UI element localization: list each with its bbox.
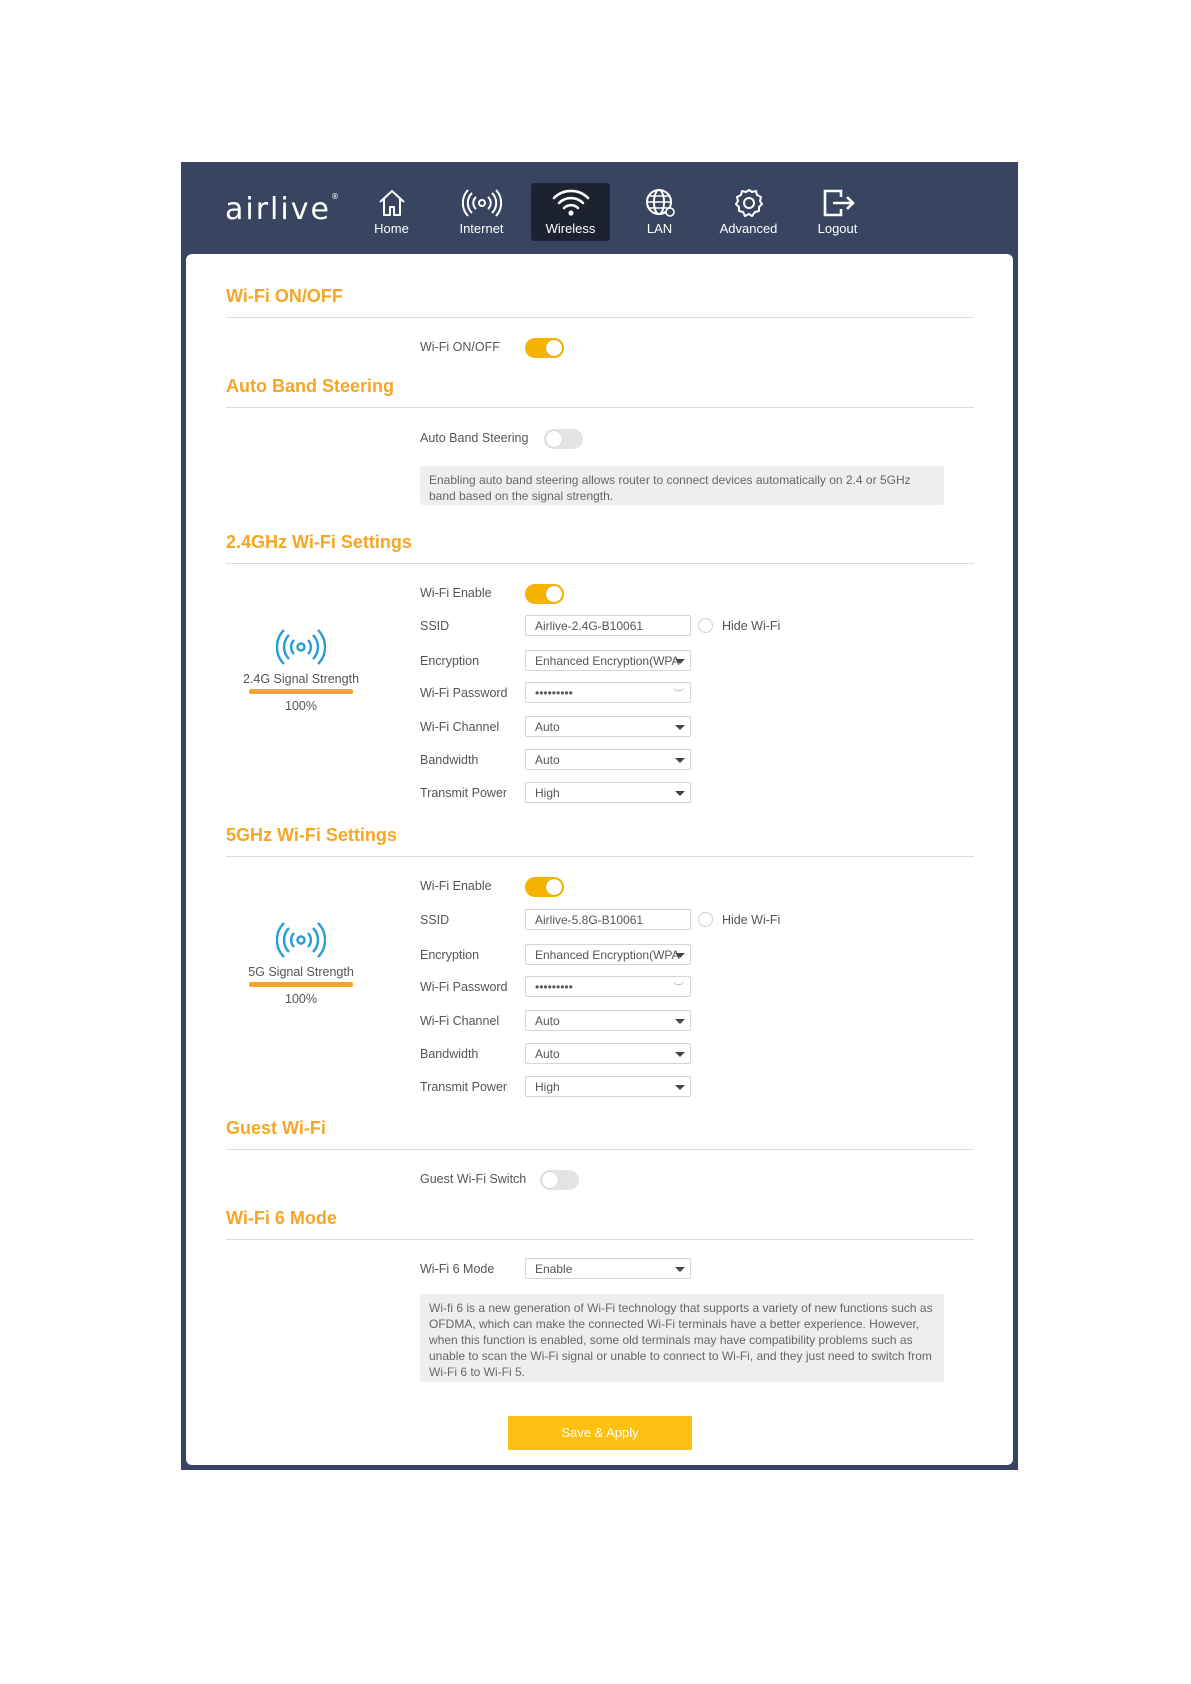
- divider: [226, 407, 974, 408]
- section-title-wifi24: 2.4GHz Wi-Fi Settings: [226, 532, 412, 552]
- globe-icon: [643, 187, 677, 219]
- wifi24-bandwidth-select[interactable]: Auto: [525, 749, 691, 770]
- router-admin-frame: [181, 162, 1018, 1470]
- wifi24-channel-select[interactable]: Auto: [525, 716, 691, 737]
- signal-broadcast-icon: [276, 628, 326, 666]
- airlive-logo: airlive®: [225, 192, 341, 227]
- wifi5-power-select[interactable]: High: [525, 1076, 691, 1097]
- section-title-wifi-onoff: Wi-Fi ON/OFF: [226, 286, 343, 306]
- top-nav: [181, 162, 1018, 254]
- wifi24-password-label: Wi-Fi Password: [420, 686, 508, 700]
- wireless-settings-card: [186, 254, 1013, 1465]
- signal-bar-24: [249, 689, 353, 694]
- wifi-onoff-label: Wi-Fi ON/OFF: [420, 340, 500, 354]
- wifi5-enable-label: Wi-Fi Enable: [420, 879, 492, 893]
- wifi5-encryption-select[interactable]: Enhanced Encryption(WPA: [525, 944, 691, 965]
- wifi24-hide-label: Hide Wi-Fi: [722, 619, 781, 633]
- signal-strength-5: [226, 921, 376, 1006]
- wifi6-mode-label: Wi-Fi 6 Mode: [420, 1262, 495, 1276]
- wifi5-password-label: Wi-Fi Password: [420, 980, 508, 994]
- signal-bar-5: [249, 982, 353, 987]
- wifi6-mode-select[interactable]: Enable: [525, 1258, 691, 1279]
- signal-strength-24: [226, 628, 376, 713]
- wifi5-channel-select[interactable]: Auto: [525, 1010, 691, 1031]
- signal-value-24: 100%: [285, 699, 317, 713]
- nav-home[interactable]: Home: [352, 183, 431, 241]
- wifi5-power-label: Transmit Power: [420, 1080, 508, 1094]
- wifi5-enable-toggle[interactable]: [525, 877, 564, 897]
- eye-closed-icon[interactable]: ︶: [673, 688, 684, 700]
- band-steering-toggle[interactable]: [544, 429, 583, 449]
- signal-value-5: 100%: [285, 992, 317, 1006]
- wifi5-channel-label: Wi-Fi Channel: [420, 1014, 500, 1028]
- nav-advanced[interactable]: Advanced: [709, 183, 788, 241]
- divider: [226, 1239, 974, 1240]
- band-steering-note: Enabling auto band steering allows router to connect devices automatically on 2.4 or 5GHz band based on the signal strength.: [420, 466, 944, 505]
- wifi5-ssid-label: SSID: [420, 913, 450, 927]
- guest-switch-toggle[interactable]: [540, 1170, 579, 1190]
- wifi24-ssid-input[interactable]: Airlive-2.4G-B10061: [525, 615, 691, 636]
- band-steering-label: Auto Band Steering: [420, 431, 529, 445]
- guest-switch-label: Guest Wi-Fi Switch: [420, 1172, 527, 1186]
- signal-label-24: 2.4G Signal Strength: [242, 672, 360, 686]
- nav-logout[interactable]: Logout: [798, 183, 877, 241]
- wifi24-hide-radio[interactable]: [698, 618, 713, 633]
- nav-lan[interactable]: LAN: [620, 183, 699, 241]
- home-icon: [375, 187, 409, 219]
- divider: [226, 317, 974, 318]
- divider: [226, 1149, 974, 1150]
- divider: [226, 856, 974, 857]
- wifi24-encryption-label: Encryption: [420, 654, 480, 668]
- wifi24-enable-toggle[interactable]: [525, 584, 564, 604]
- wifi5-hide-label: Hide Wi-Fi: [722, 913, 781, 927]
- wifi5-password-input[interactable]: ••••••••• ︶: [525, 976, 691, 997]
- wifi24-power-select[interactable]: High: [525, 782, 691, 803]
- gear-icon: [732, 187, 766, 219]
- section-title-band-steering: Auto Band Steering: [226, 376, 395, 396]
- wifi24-password-input[interactable]: ••••••••• ︶: [525, 682, 691, 703]
- signal-label-5: 5G Signal Strength: [248, 965, 354, 979]
- wifi24-encryption-select[interactable]: Enhanced Encryption(WPA: [525, 650, 691, 671]
- section-title-wifi5: 5GHz Wi-Fi Settings: [226, 825, 397, 845]
- nav-internet[interactable]: Internet: [442, 183, 521, 241]
- wifi6-note: Wi-fi 6 is a new generation of Wi-Fi technology that supports a variety of new functions such as OFDMA, which can make the connected Wi-Fi terminals have a better experience. However, when this function is enabled, some old terminals may have compatibility problems such as unable to scan the Wi-Fi signal or unable to connect to Wi-Fi, and they just need to switch from Wi-Fi 6 to Wi-Fi 5.: [420, 1294, 944, 1382]
- section-title-guest: Guest Wi-Fi: [226, 1118, 326, 1138]
- wifi-onoff-toggle[interactable]: [525, 338, 564, 358]
- signal-broadcast-icon: [276, 921, 326, 959]
- wifi24-channel-label: Wi-Fi Channel: [420, 720, 500, 734]
- section-title-wifi6: Wi-Fi 6 Mode: [226, 1208, 337, 1228]
- wifi24-power-label: Transmit Power: [420, 786, 508, 800]
- logout-icon: [819, 187, 857, 219]
- wifi24-enable-label: Wi-Fi Enable: [420, 586, 492, 600]
- save-apply-button[interactable]: Save & Apply: [508, 1416, 692, 1450]
- eye-closed-icon[interactable]: ︶: [673, 982, 684, 994]
- wifi5-bandwidth-select[interactable]: Auto: [525, 1043, 691, 1064]
- wifi5-ssid-input[interactable]: Airlive-5.8G-B10061: [525, 909, 691, 930]
- internet-icon: [462, 187, 502, 219]
- wifi24-ssid-label: SSID: [420, 619, 450, 633]
- nav-wireless[interactable]: Wireless: [531, 183, 610, 241]
- wifi5-bandwidth-label: Bandwidth: [420, 1047, 479, 1061]
- wifi-icon: [551, 187, 591, 219]
- wifi24-bandwidth-label: Bandwidth: [420, 753, 479, 767]
- divider: [226, 563, 974, 564]
- wifi5-hide-radio[interactable]: [698, 912, 713, 927]
- wifi5-encryption-label: Encryption: [420, 948, 480, 962]
